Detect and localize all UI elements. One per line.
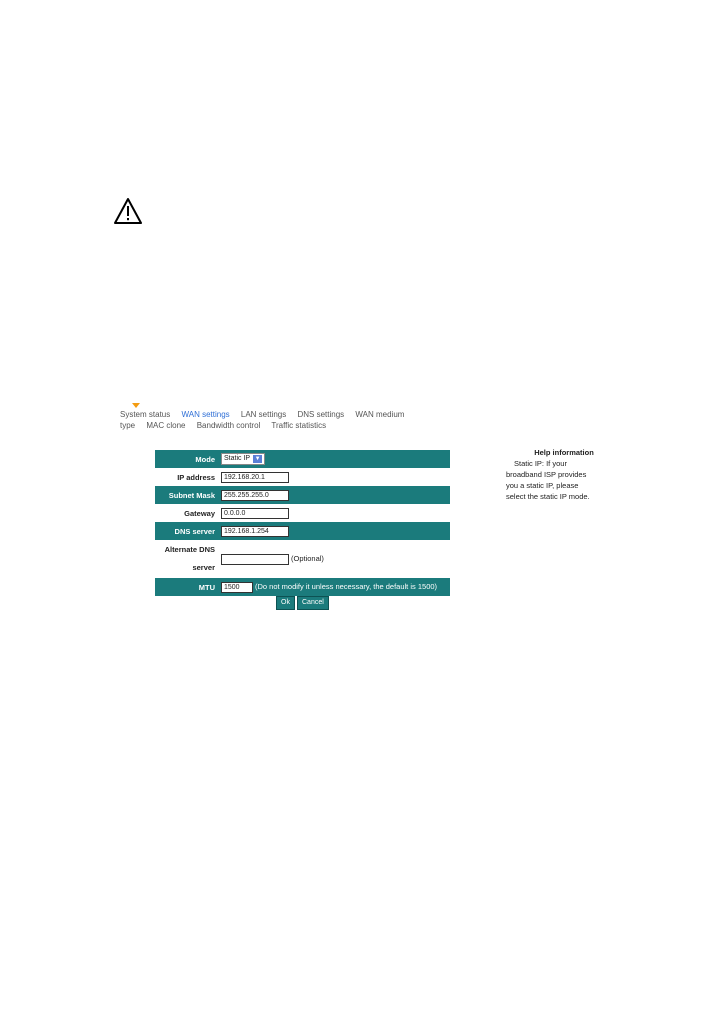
- mode-row: [155, 450, 450, 468]
- nav-dns-settings[interactable]: DNS settings: [297, 410, 345, 419]
- gateway-input[interactable]: 0.0.0.0: [221, 508, 289, 519]
- subnet-mask-label: Subnet Mask: [155, 486, 219, 504]
- active-tab-marker-icon: [132, 403, 140, 408]
- mode-select-value: Static IP: [224, 455, 251, 462]
- mtu-label: MTU: [155, 578, 219, 596]
- help-line-1: Static IP: If your: [514, 459, 567, 468]
- ip-row: [155, 468, 450, 486]
- chevron-down-icon[interactable]: ▼: [254, 456, 261, 462]
- nav-lan-settings[interactable]: LAN settings: [240, 410, 287, 419]
- mtu-note: (Do not modify it unless necessary, the default is 1500): [255, 581, 438, 591]
- dns-server-input[interactable]: 192.168.1.254: [221, 526, 289, 537]
- alt-dns-label: [155, 540, 219, 578]
- warning-triangle-icon: [113, 197, 143, 225]
- help-line-3: you a static IP, please: [506, 481, 579, 490]
- nav-mac-clone[interactable]: MAC clone: [146, 421, 186, 430]
- ok-button[interactable]: Ok: [276, 596, 295, 610]
- nav-system-status[interactable]: System status: [120, 410, 171, 419]
- help-panel: [506, 447, 616, 502]
- alt-dns-input[interactable]: [221, 554, 289, 565]
- alt-dns-label-line2: server: [192, 563, 215, 572]
- nav-traffic-statistics[interactable]: Traffic statistics: [271, 421, 327, 430]
- nav-wan-settings[interactable]: WAN settings: [181, 410, 230, 419]
- mask-row: [155, 486, 450, 504]
- nav-wan-medium-label: WAN medium: [355, 410, 405, 419]
- nav-wan-medium-type-label: type: [120, 421, 136, 430]
- nav-bandwidth-control[interactable]: Bandwidth control: [196, 421, 261, 430]
- gateway-label: Gateway: [184, 508, 215, 518]
- dns-server-label: DNS server: [155, 522, 219, 540]
- mode-select[interactable]: [221, 453, 265, 465]
- wan-settings-form: [155, 450, 450, 596]
- subnet-mask-input[interactable]: 255.255.255.0: [221, 490, 289, 501]
- ip-label: IP address: [177, 472, 215, 482]
- alt-dns-row: [155, 540, 450, 578]
- alt-dns-optional-note: (Optional): [291, 553, 324, 563]
- mtu-input[interactable]: 1500: [221, 582, 253, 593]
- mtu-row: [155, 578, 450, 596]
- ip-address-input[interactable]: 192.168.20.1: [221, 472, 289, 483]
- help-line-4: select the static IP mode.: [506, 492, 590, 501]
- help-line-2: broadband ISP provides: [506, 470, 587, 479]
- alt-dns-label-line1: Alternate DNS: [164, 545, 215, 554]
- gateway-row: [155, 504, 450, 522]
- dns-row: [155, 522, 450, 540]
- help-title: Help information: [534, 448, 594, 457]
- mode-label: Mode: [155, 450, 219, 468]
- settings-nav: [120, 409, 420, 431]
- cancel-button[interactable]: Cancel: [297, 596, 329, 610]
